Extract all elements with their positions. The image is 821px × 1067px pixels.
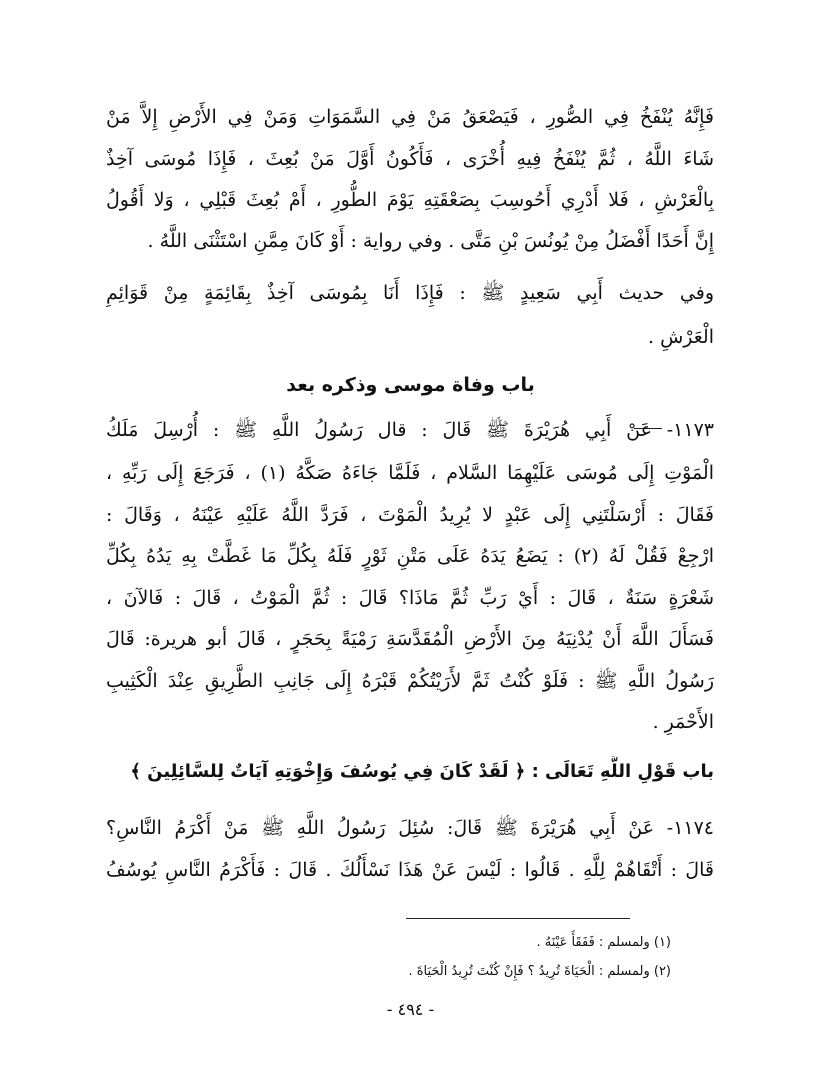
text-line: الْمَوْتِ إِلَى مُوسَى عَلَيْهِمَا السَّلام ، فَلَمَّا جَاءَهُ صَكَّهُ (١) ، فَرَجَعَ إِلَى رَبِّهِ ، bbox=[106, 462, 714, 484]
text-line: قَالَ : أَتْقَاهُمْ لِلَّهِ . قَالُوا : لَيْسَ عَنْ هَذَا نَسْأَلُكَ . قَالَ : فَأَكْرَمُ النَّاسِ يُوسُفُ bbox=[106, 859, 714, 881]
text-line: فَقَالَ : أَرْسَلْتَنِي إِلَى عَبْدٍ لا يُرِيدُ الْمَوْتَ ، فَرَدَّ اللَّهُ عَلَيْهِ عَيْنَهُ ، وَقَالَ : bbox=[106, 504, 714, 526]
hadith-number: ١١٧٣- bbox=[666, 419, 714, 441]
text-line: الْعَرْشِ . bbox=[648, 326, 714, 348]
hadith-number: ١١٧٤- bbox=[666, 817, 714, 839]
chapter-heading: باب قَوْلِ اللَّهِ تَعَالَى : ﴿ لَقَدْ كَانَ فِي يُوسُفَ وَإِخْوَتِهِ آيَاتٌ لِلسَّائِلِينَ ﴾ bbox=[130, 761, 714, 782]
text-line: وفي حديث أَبِي سَعِيدٍ ﷺ : فَإِذَا أَنَا بِمُوسَى آخِذٌ بِقَائِمَةٍ مِنْ قَوَائِمِ bbox=[106, 282, 714, 304]
text-line: الأَحْمَرِ . bbox=[652, 711, 714, 733]
hadith-text: عَنْ أَبِي هُرَيْرَةَ ﷺ قَالَ : قال رَسُولُ اللَّهِ ﷺ : أُرْسِلَ مَلَكُ bbox=[106, 419, 652, 441]
text-line: رَسُولُ اللَّهِ ﷺ : فَلَوْ كُنْتُ ثَمَّ لأَرَيْتُكُمْ قَبْرَهُ إِلَى جَانِبِ الطَّرِيقِ عِنْدَ الْكَثِيبِ bbox=[106, 670, 714, 692]
text-line: ارْجِعْ فَقُلْ لَهُ (٢) : يَضَعُ يَدَهُ عَلَى مَتْنِ ثَوْرٍ فَلَهُ بِكُلِّ مَا غَطَّتْ بِهِ يَدُهُ بِكُلِّ bbox=[106, 545, 714, 567]
text-line: إِنَّ أَحَدًا أَفْضَلُ مِنْ يُونُسَ بْنِ مَتَّى . وفي رواية : أَوْ كَانَ مِمَّنِ اسْتَثْنَى اللَّهُ . bbox=[147, 230, 714, 252]
text-line: بِالْعَرْشِ ، فَلا أَدْرِي أَحُوسِبَ بِصَعْقَتِهِ يَوْمَ الطُّورِ ، أَمْ بُعِثَ قَبْلِي ، وَلا أَقُولُ bbox=[106, 189, 714, 211]
hadith-first-line bbox=[106, 808, 714, 848]
hadith-first-line bbox=[106, 410, 714, 450]
text-line: فَسَأَلَ اللَّهَ أَنْ يُدْنِيَهُ مِنَ الأَرْضِ الْمُقَدَّسَةِ رَمْيَةً بِحَجَرٍ ، قَالَ أبو هريرة: قَالَ bbox=[106, 628, 714, 650]
footnote: (١) ولمسلم : فَفَقَأَ عَيْنَهُ . bbox=[536, 935, 671, 950]
footnote-separator bbox=[406, 918, 630, 919]
chapter-heading: باب وفاة موسى وذكره بعد bbox=[286, 374, 535, 396]
hadith-text: عَنْ أَبِي هُرَيْرَةَ ﷺ قَالَ: سُئِلَ رَسُولُ اللَّهِ ﷺ مَنْ أَكْرَمُ النَّاسِ؟ bbox=[106, 817, 655, 839]
text-line: شَعْرَةٍ سَنَةٌ ، قَالَ : أَيْ رَبِّ ثُمَّ مَاذَا؟ قَالَ : ثُمَّ الْمَوْتُ ، قَالَ : فَالآنَ ، bbox=[106, 587, 714, 609]
page-number: - ٤٩٤ - bbox=[386, 1000, 435, 1019]
text-line: شَاءَ اللَّهُ ، ثُمَّ يُنْفَخُ فِيهِ أُخْرَى ، فَأَكُونُ أَوَّلَ مَنْ بُعِثَ ، فَإِذَا مُوسَى آخِذٌ bbox=[106, 148, 714, 170]
footnote: (٢) ولمسلم : الْحَيَاةَ تُرِيدُ ؟ فَإِنْ كُنْتَ تُرِيدُ الْحَيَاةَ . bbox=[408, 964, 671, 979]
text-line: فَإِنَّهُ يُنْفَخُ فِي الصُّورِ ، فَيَصْعَقُ مَنْ فِي السَّمَوَاتِ وَمَنْ فِي الأَرْضِ إِلاَّ مَنْ bbox=[106, 106, 714, 128]
